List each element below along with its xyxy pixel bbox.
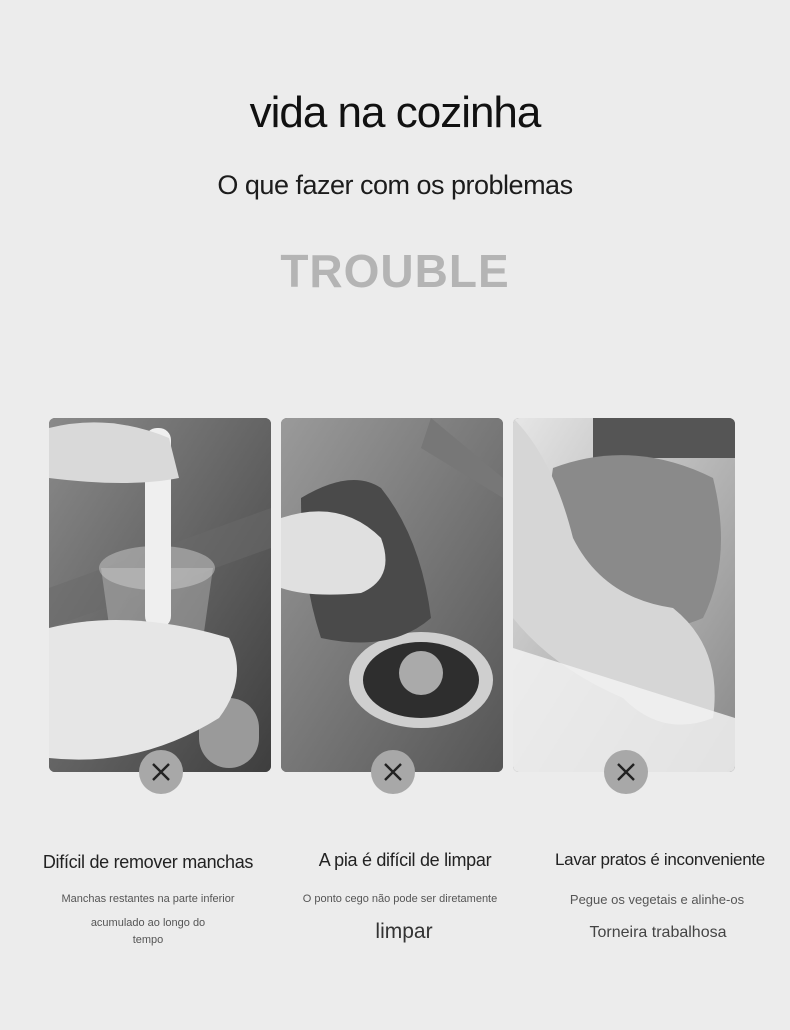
photo-stain-glass [49, 418, 271, 772]
problem-title-sink: A pia é difícil de limpar [318, 850, 492, 870]
problem-desc-line: O ponto cego não pode ser diretamente [302, 893, 498, 905]
problem-title-stains: Difícil de remover manchas [42, 852, 254, 872]
close-icon [604, 750, 648, 794]
problem-desc-line: tempo [132, 934, 164, 946]
problem-desc-line: limpar [375, 920, 433, 943]
close-icon [371, 750, 415, 794]
trouble-label: TROUBLE [280, 245, 510, 297]
photo-washing-vegetables [513, 418, 735, 772]
page-subtitle: O que fazer com os problemas [217, 170, 573, 200]
photo-sink-drain [281, 418, 503, 772]
problem-title-washing: Lavar pratos é inconveniente [555, 850, 765, 869]
page-title: vida na cozinha [249, 88, 541, 137]
problem-desc-line: Torneira trabalhosa [589, 924, 727, 941]
problem-desc-line: acumulado ao longo do [90, 917, 206, 929]
close-icon [139, 750, 183, 794]
problem-desc-line: Manchas restantes na parte inferior [61, 893, 235, 905]
problem-desc-line: Pegue os vegetais e alinhe-os [569, 892, 745, 907]
